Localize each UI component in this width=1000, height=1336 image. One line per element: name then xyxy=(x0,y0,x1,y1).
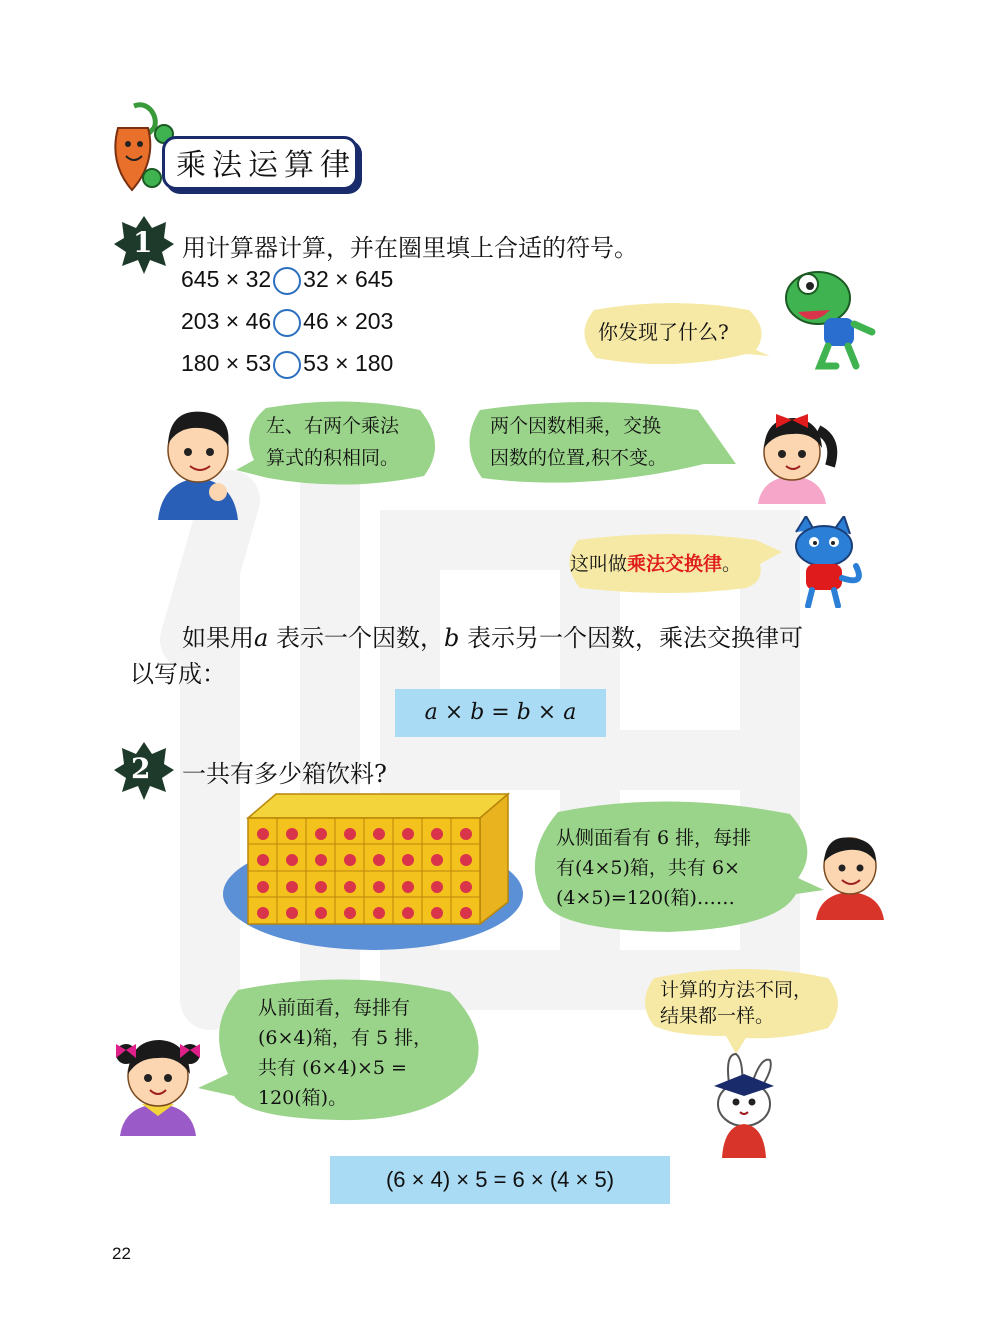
cat-bubble-text xyxy=(570,548,741,580)
answer-circle[interactable] xyxy=(273,267,301,295)
variable-a: a xyxy=(254,624,269,652)
expression-row xyxy=(181,350,393,379)
boy2-bubble-line: 从侧面看有 6 排，每排 xyxy=(556,827,752,849)
boy-bubble-line: 算式的积相同。 xyxy=(266,447,400,469)
rabbit-character-icon xyxy=(700,1050,790,1160)
expression-row xyxy=(181,266,393,295)
girl-bubble-line: 两个因数相乘，交换 xyxy=(490,415,662,437)
girl-bubble-line: 因数的位置,积不变。 xyxy=(490,447,668,469)
girl2-bubble-line: 共有 (6×4)×5 = xyxy=(258,1057,407,1079)
boy2-character-icon xyxy=(812,832,888,922)
answer-circle[interactable] xyxy=(273,351,301,379)
variable-b: b xyxy=(443,624,460,652)
expression-right: 32 × 645 xyxy=(303,266,394,292)
description-part: 表示另一个因数，乘法交换律可 xyxy=(459,624,803,652)
description-part: 如果用 xyxy=(182,624,254,652)
girl2-bubble-line: (6×4)箱，有 5 排， xyxy=(258,1027,433,1049)
girl2-bubble-line: 120(箱)。 xyxy=(258,1087,348,1109)
question-number-2: 2 xyxy=(131,752,151,785)
expression-left: 203 × 46 xyxy=(181,308,272,334)
page-number: 22 xyxy=(112,1244,131,1263)
section-title: 乘法运算律 xyxy=(176,148,356,183)
cat-bubble-suffix: 。 xyxy=(722,553,742,575)
associative-law-formula: (6 × 4) × 5 = 6 × (4 × 5) xyxy=(330,1156,670,1204)
description-part: 表示一个因数， xyxy=(268,624,444,652)
answer-circle[interactable] xyxy=(273,309,301,337)
frog-bubble-text: 你发现了什么? xyxy=(598,320,729,344)
q1-instruction: 用计算器计算，并在圈里填上合适的符号。 xyxy=(182,234,638,262)
question-number-1: 1 xyxy=(133,226,153,259)
commutative-law-description-line2: 以写成： xyxy=(130,660,226,688)
frog-character-icon xyxy=(778,262,878,372)
girl2-bubble-line: 从前面看，每排有 xyxy=(258,997,411,1019)
expression-row xyxy=(181,308,393,337)
rabbit-bubble-line: 计算的方法不同， xyxy=(660,979,813,1001)
commutative-law-formula: a × b = b × a xyxy=(395,689,606,737)
commutative-law-highlight: 乘法交换律 xyxy=(627,553,723,575)
cat-character-icon xyxy=(786,516,876,608)
boy-character-icon xyxy=(152,400,244,522)
expression-right: 46 × 203 xyxy=(303,308,394,334)
boy2-bubble-line: (4×5)=120(箱)…… xyxy=(556,887,735,909)
boy2-bubble-line: 有(4×5)箱，共有 6× xyxy=(556,857,740,879)
q2-instruction: 一共有多少箱饮料? xyxy=(182,760,387,788)
commutative-law-description xyxy=(182,618,803,653)
expression-left: 645 × 32 xyxy=(181,266,272,292)
drink-boxes-illustration xyxy=(218,792,528,954)
expression-right: 53 × 180 xyxy=(303,350,394,376)
girl-character-icon xyxy=(748,400,838,506)
boy-bubble-line: 左、右两个乘法 xyxy=(266,415,400,437)
girl2-character-icon xyxy=(112,1020,204,1138)
rabbit-bubble-line: 结果都一样。 xyxy=(660,1005,775,1027)
expression-left: 180 × 53 xyxy=(181,350,272,376)
cat-bubble-prefix: 这叫做 xyxy=(570,553,628,575)
